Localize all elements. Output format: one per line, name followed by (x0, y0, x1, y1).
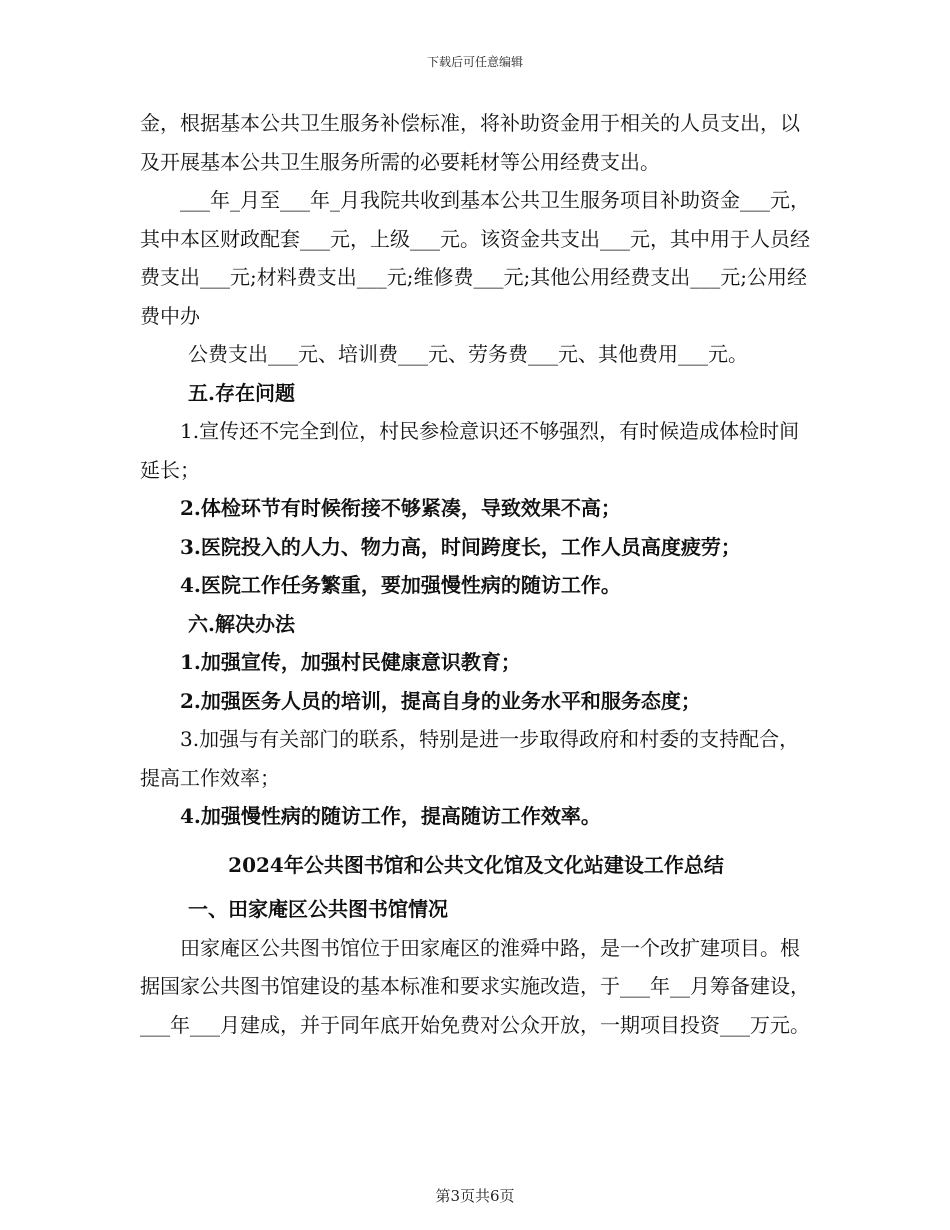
paragraph-funding-use: 金，根据基本公共卫生服务补偿标准，将补助资金用于相关的人员支出，以及开展基本公共卫生服务所需的必要耗材等公用经费支出。 (140, 111, 800, 174)
list-item-problem-1: 1.宣传还不完全到位，村民参检意识还不够强烈，有时候造成体检时间延长； (140, 419, 800, 482)
section-heading-library: 一、田家庵区公共图书馆情况 (188, 897, 448, 921)
paragraph-library-info: 田家庵区公共图书馆位于田家庵区的淮舜中路，是一个改扩建项目。根据国家公共图书馆建设的基本标准和要求实施改造，于___年__月筹备建设，___年___月建成，并于同年底开始免费对公众开放，一期项目投资___万元。 (140, 935, 810, 1037)
document-title: 2024年公共图书馆和公共文化馆及文化站建设工作总结 (228, 852, 724, 877)
section-heading-problems: 五.存在问题 (188, 380, 295, 405)
section-heading-solutions: 六.解决办法 (188, 611, 295, 636)
paragraph-office-expenses: 公费支出___元、培训费___元、劳务费___元、其他费用___元。 (188, 342, 748, 366)
list-item-solution-2: 2.加强医务人员的培训，提高自身的业务水平和服务态度； (180, 688, 701, 713)
list-item-solution-4: 4.加强慢性病的随访工作，提高随访工作效率。 (180, 804, 601, 828)
list-item-problem-2: 2.体检环节有时候衔接不够紧凑，导致效果不高； (180, 496, 621, 520)
list-item-solution-3: 3.加强与有关部门的联系，特别是进一步取得政府和村委的支持配合，提高工作效率； (140, 727, 800, 790)
page-header: 下载后可任意编辑 (426, 55, 523, 69)
list-item-solution-1: 1.加强宣传，加强村民健康意识教育； (180, 650, 521, 674)
paragraph-funding-amounts: ___年_月至___年_月我院共收到基本公共卫生服务项目补助资金___元，其中本区财政配套___元，上级___元。该资金共支出___元，其中用于人员经费支出___元;材料费支出___元;维修费___元;其他公用经费支出___元;公用经费中办 (140, 188, 810, 328)
document-body (140, 104, 812, 1044)
list-item-problem-4: 4.医院工作任务繁重，要加强慢性病的随访工作。 (180, 573, 621, 597)
list-item-problem-3: 3.医院投入的人力、物力高，时间跨度长，工作人员高度疲劳； (180, 534, 741, 559)
page-number: 第3页共6页 (435, 1187, 515, 1205)
